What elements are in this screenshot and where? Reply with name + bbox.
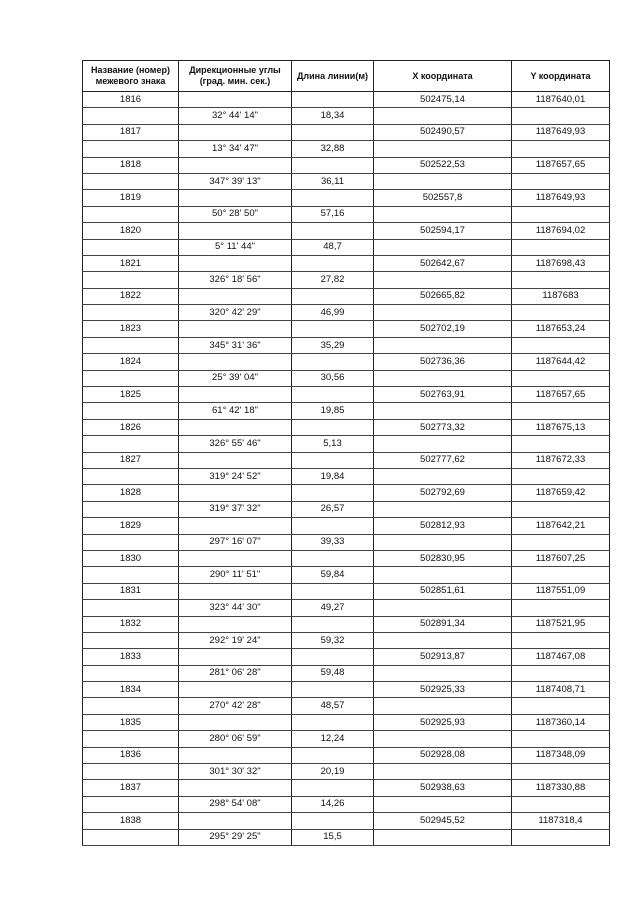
point-name: 1819	[83, 190, 179, 206]
point-row	[83, 616, 610, 632]
segment-angle: 280° 06' 59"	[179, 731, 292, 747]
point-x-coordinate: 502665,82	[374, 288, 512, 304]
empty-name-cell	[83, 436, 179, 452]
empty-y-cell	[512, 796, 610, 812]
segment-row	[83, 698, 610, 714]
empty-y-cell	[512, 206, 610, 222]
point-name: 1826	[83, 419, 179, 435]
empty-y-cell	[512, 534, 610, 550]
point-x-coordinate: 502792,69	[374, 485, 512, 501]
segment-row	[83, 272, 610, 288]
point-x-coordinate: 502928,08	[374, 747, 512, 763]
empty-x-cell	[374, 567, 512, 583]
point-x-coordinate: 502557,8	[374, 190, 512, 206]
segment-row	[83, 108, 610, 124]
point-row	[83, 419, 610, 435]
point-x-coordinate: 502702,19	[374, 321, 512, 337]
segment-length: 5,13	[292, 436, 374, 452]
segment-angle: 290° 11' 51"	[179, 567, 292, 583]
segment-length: 35,29	[292, 337, 374, 353]
empty-x-cell	[374, 534, 512, 550]
empty-x-cell	[374, 698, 512, 714]
empty-length-cell	[292, 157, 374, 173]
empty-y-cell	[512, 665, 610, 681]
empty-angle-cell	[179, 649, 292, 665]
point-name: 1831	[83, 583, 179, 599]
empty-angle-cell	[179, 714, 292, 730]
segment-row	[83, 829, 610, 845]
segment-angle: 345° 31' 36"	[179, 337, 292, 353]
point-y-coordinate: 1187644,42	[512, 354, 610, 370]
point-y-coordinate: 1187659,42	[512, 485, 610, 501]
point-row	[83, 223, 610, 239]
empty-angle-cell	[179, 190, 292, 206]
empty-angle-cell	[179, 157, 292, 173]
empty-y-cell	[512, 239, 610, 255]
empty-x-cell	[374, 665, 512, 681]
empty-x-cell	[374, 764, 512, 780]
segment-length: 26,57	[292, 501, 374, 517]
empty-name-cell	[83, 173, 179, 189]
segment-length: 57,16	[292, 206, 374, 222]
empty-y-cell	[512, 764, 610, 780]
point-row	[83, 157, 610, 173]
empty-x-cell	[374, 436, 512, 452]
point-row	[83, 452, 610, 468]
header-x: X координата	[374, 61, 512, 92]
segment-row	[83, 370, 610, 386]
empty-x-cell	[374, 337, 512, 353]
segment-angle: 61° 42' 18"	[179, 403, 292, 419]
empty-length-cell	[292, 255, 374, 271]
point-y-coordinate: 1187318,4	[512, 813, 610, 829]
point-y-coordinate: 1187649,93	[512, 124, 610, 140]
empty-angle-cell	[179, 354, 292, 370]
segment-length: 59,48	[292, 665, 374, 681]
empty-angle-cell	[179, 485, 292, 501]
point-name: 1821	[83, 255, 179, 271]
boundary-coordinates-table	[82, 60, 610, 846]
point-x-coordinate: 502594,17	[374, 223, 512, 239]
empty-angle-cell	[179, 452, 292, 468]
empty-length-cell	[292, 419, 374, 435]
point-y-coordinate: 1187672,33	[512, 452, 610, 468]
empty-x-cell	[374, 206, 512, 222]
segment-length: 14,26	[292, 796, 374, 812]
segment-angle: 295° 29' 25"	[179, 829, 292, 845]
empty-length-cell	[292, 649, 374, 665]
point-name: 1827	[83, 452, 179, 468]
point-row	[83, 714, 610, 730]
segment-row	[83, 239, 610, 255]
empty-x-cell	[374, 600, 512, 616]
empty-angle-cell	[179, 780, 292, 796]
point-name: 1838	[83, 813, 179, 829]
segment-angle: 297° 16' 07"	[179, 534, 292, 550]
empty-length-cell	[292, 354, 374, 370]
segment-length: 19,85	[292, 403, 374, 419]
segment-row	[83, 567, 610, 583]
empty-name-cell	[83, 239, 179, 255]
empty-y-cell	[512, 600, 610, 616]
point-y-coordinate: 1187551,09	[512, 583, 610, 599]
segment-length: 20,19	[292, 764, 374, 780]
empty-name-cell	[83, 534, 179, 550]
empty-name-cell	[83, 305, 179, 321]
empty-x-cell	[374, 632, 512, 648]
point-row	[83, 288, 610, 304]
point-y-coordinate: 1187521,95	[512, 616, 610, 632]
point-row	[83, 387, 610, 403]
empty-length-cell	[292, 813, 374, 829]
empty-length-cell	[292, 288, 374, 304]
segment-length: 18,34	[292, 108, 374, 124]
empty-x-cell	[374, 468, 512, 484]
point-x-coordinate: 502891,34	[374, 616, 512, 632]
empty-name-cell	[83, 764, 179, 780]
empty-name-cell	[83, 370, 179, 386]
point-x-coordinate: 502777,62	[374, 452, 512, 468]
empty-name-cell	[83, 731, 179, 747]
segment-row	[83, 173, 610, 189]
header-name: Название (номер) межевого знака	[83, 61, 179, 92]
empty-x-cell	[374, 272, 512, 288]
empty-angle-cell	[179, 813, 292, 829]
empty-length-cell	[292, 190, 374, 206]
segment-row	[83, 534, 610, 550]
empty-name-cell	[83, 829, 179, 845]
segment-length: 15,5	[292, 829, 374, 845]
empty-angle-cell	[179, 92, 292, 108]
point-row	[83, 124, 610, 140]
empty-name-cell	[83, 698, 179, 714]
segment-angle: 292° 19' 24"	[179, 632, 292, 648]
point-y-coordinate: 1187683	[512, 288, 610, 304]
point-row	[83, 550, 610, 566]
empty-length-cell	[292, 682, 374, 698]
empty-length-cell	[292, 518, 374, 534]
segment-row	[83, 206, 610, 222]
segment-row	[83, 501, 610, 517]
segment-row	[83, 337, 610, 353]
empty-length-cell	[292, 780, 374, 796]
point-y-coordinate: 1187640,01	[512, 92, 610, 108]
empty-length-cell	[292, 124, 374, 140]
point-name: 1818	[83, 157, 179, 173]
point-x-coordinate: 502490,57	[374, 124, 512, 140]
point-row	[83, 813, 610, 829]
empty-y-cell	[512, 403, 610, 419]
header-angle: Дирекционные углы (град. мин. сек.)	[179, 61, 292, 92]
point-name: 1817	[83, 124, 179, 140]
point-x-coordinate: 502925,33	[374, 682, 512, 698]
segment-angle: 320° 42' 29"	[179, 305, 292, 321]
segment-row	[83, 436, 610, 452]
header-row	[83, 61, 610, 92]
empty-angle-cell	[179, 255, 292, 271]
point-name: 1823	[83, 321, 179, 337]
empty-name-cell	[83, 206, 179, 222]
point-name: 1835	[83, 714, 179, 730]
point-name: 1833	[83, 649, 179, 665]
empty-name-cell	[83, 141, 179, 157]
empty-length-cell	[292, 387, 374, 403]
point-x-coordinate: 502925,93	[374, 714, 512, 730]
segment-row	[83, 468, 610, 484]
segment-row	[83, 305, 610, 321]
empty-name-cell	[83, 501, 179, 517]
empty-name-cell	[83, 272, 179, 288]
empty-name-cell	[83, 108, 179, 124]
point-name: 1822	[83, 288, 179, 304]
point-x-coordinate: 502773,32	[374, 419, 512, 435]
empty-angle-cell	[179, 616, 292, 632]
segment-row	[83, 764, 610, 780]
segment-row	[83, 665, 610, 681]
empty-y-cell	[512, 567, 610, 583]
point-x-coordinate: 502945,52	[374, 813, 512, 829]
point-y-coordinate: 1187698,43	[512, 255, 610, 271]
empty-name-cell	[83, 403, 179, 419]
point-y-coordinate: 1187649,93	[512, 190, 610, 206]
empty-y-cell	[512, 370, 610, 386]
point-y-coordinate: 1187348,09	[512, 747, 610, 763]
point-name: 1837	[83, 780, 179, 796]
point-y-coordinate: 1187467,08	[512, 649, 610, 665]
empty-x-cell	[374, 305, 512, 321]
point-y-coordinate: 1187694,02	[512, 223, 610, 239]
empty-y-cell	[512, 305, 610, 321]
point-name: 1832	[83, 616, 179, 632]
point-y-coordinate: 1187607,25	[512, 550, 610, 566]
empty-angle-cell	[179, 419, 292, 435]
empty-name-cell	[83, 632, 179, 648]
empty-length-cell	[292, 321, 374, 337]
empty-name-cell	[83, 468, 179, 484]
segment-length: 59,32	[292, 632, 374, 648]
point-row	[83, 649, 610, 665]
empty-angle-cell	[179, 518, 292, 534]
segment-row	[83, 731, 610, 747]
segment-length: 30,56	[292, 370, 374, 386]
point-row	[83, 485, 610, 501]
point-x-coordinate: 502522,53	[374, 157, 512, 173]
point-name: 1820	[83, 223, 179, 239]
segment-angle: 13° 34' 47"	[179, 141, 292, 157]
point-row	[83, 321, 610, 337]
empty-angle-cell	[179, 223, 292, 239]
point-row	[83, 518, 610, 534]
empty-y-cell	[512, 501, 610, 517]
point-row	[83, 190, 610, 206]
empty-angle-cell	[179, 682, 292, 698]
point-x-coordinate: 502642,67	[374, 255, 512, 271]
empty-length-cell	[292, 452, 374, 468]
empty-length-cell	[292, 714, 374, 730]
segment-angle: 319° 24' 52"	[179, 468, 292, 484]
point-name: 1824	[83, 354, 179, 370]
segment-length: 39,33	[292, 534, 374, 550]
empty-angle-cell	[179, 550, 292, 566]
empty-x-cell	[374, 141, 512, 157]
empty-length-cell	[292, 223, 374, 239]
empty-name-cell	[83, 600, 179, 616]
point-name: 1816	[83, 92, 179, 108]
segment-angle: 298° 54' 08"	[179, 796, 292, 812]
point-row	[83, 255, 610, 271]
segment-angle: 326° 55' 46"	[179, 436, 292, 452]
empty-length-cell	[292, 583, 374, 599]
segment-length: 59,84	[292, 567, 374, 583]
segment-row	[83, 600, 610, 616]
point-row	[83, 583, 610, 599]
point-x-coordinate: 502475,14	[374, 92, 512, 108]
point-x-coordinate: 502763,91	[374, 387, 512, 403]
segment-length: 36,11	[292, 173, 374, 189]
empty-x-cell	[374, 108, 512, 124]
point-y-coordinate: 1187330,88	[512, 780, 610, 796]
empty-y-cell	[512, 468, 610, 484]
empty-angle-cell	[179, 583, 292, 599]
segment-row	[83, 796, 610, 812]
segment-angle: 323° 44' 30"	[179, 600, 292, 616]
point-row	[83, 682, 610, 698]
point-row	[83, 92, 610, 108]
segment-angle: 319° 37' 32"	[179, 501, 292, 517]
point-row	[83, 354, 610, 370]
segment-angle: 281° 06' 28"	[179, 665, 292, 681]
header-y: Y координата	[512, 61, 610, 92]
point-name: 1836	[83, 747, 179, 763]
point-name: 1828	[83, 485, 179, 501]
empty-y-cell	[512, 698, 610, 714]
empty-y-cell	[512, 337, 610, 353]
segment-length: 12,24	[292, 731, 374, 747]
empty-y-cell	[512, 108, 610, 124]
empty-angle-cell	[179, 321, 292, 337]
empty-y-cell	[512, 141, 610, 157]
empty-x-cell	[374, 403, 512, 419]
empty-name-cell	[83, 665, 179, 681]
point-x-coordinate: 502736,36	[374, 354, 512, 370]
segment-row	[83, 403, 610, 419]
point-y-coordinate: 1187657,65	[512, 387, 610, 403]
point-x-coordinate: 502830,95	[374, 550, 512, 566]
point-x-coordinate: 502938,63	[374, 780, 512, 796]
segment-angle: 270° 42' 28"	[179, 698, 292, 714]
point-row	[83, 747, 610, 763]
boundary-coordinates-sheet	[82, 60, 609, 866]
empty-name-cell	[83, 337, 179, 353]
empty-x-cell	[374, 796, 512, 812]
segment-angle: 50° 28' 50"	[179, 206, 292, 222]
empty-y-cell	[512, 173, 610, 189]
empty-y-cell	[512, 272, 610, 288]
point-y-coordinate: 1187408,71	[512, 682, 610, 698]
segment-row	[83, 632, 610, 648]
segment-angle: 32° 44' 14"	[179, 108, 292, 124]
segment-length: 32,88	[292, 141, 374, 157]
point-y-coordinate: 1187653,24	[512, 321, 610, 337]
empty-x-cell	[374, 173, 512, 189]
empty-name-cell	[83, 567, 179, 583]
empty-angle-cell	[179, 747, 292, 763]
empty-length-cell	[292, 550, 374, 566]
empty-length-cell	[292, 616, 374, 632]
segment-length: 48,7	[292, 239, 374, 255]
empty-y-cell	[512, 436, 610, 452]
empty-x-cell	[374, 501, 512, 517]
point-name: 1829	[83, 518, 179, 534]
point-y-coordinate: 1187360,14	[512, 714, 610, 730]
empty-length-cell	[292, 747, 374, 763]
point-y-coordinate: 1187675,13	[512, 419, 610, 435]
empty-angle-cell	[179, 288, 292, 304]
segment-angle: 347° 39' 13"	[179, 173, 292, 189]
table-body	[83, 92, 610, 846]
segment-angle: 25° 39' 04"	[179, 370, 292, 386]
empty-y-cell	[512, 632, 610, 648]
empty-length-cell	[292, 485, 374, 501]
segment-length: 27,82	[292, 272, 374, 288]
point-x-coordinate: 502812,93	[374, 518, 512, 534]
segment-length: 19,84	[292, 468, 374, 484]
point-name: 1825	[83, 387, 179, 403]
point-x-coordinate: 502851,61	[374, 583, 512, 599]
segment-angle: 326° 18' 56"	[179, 272, 292, 288]
segment-row	[83, 141, 610, 157]
segment-angle: 301° 30' 32"	[179, 764, 292, 780]
point-name: 1830	[83, 550, 179, 566]
point-row	[83, 780, 610, 796]
empty-x-cell	[374, 370, 512, 386]
point-y-coordinate: 1187642,21	[512, 518, 610, 534]
empty-name-cell	[83, 796, 179, 812]
empty-length-cell	[292, 92, 374, 108]
empty-angle-cell	[179, 387, 292, 403]
empty-x-cell	[374, 829, 512, 845]
segment-length: 46,99	[292, 305, 374, 321]
segment-length: 48,57	[292, 698, 374, 714]
empty-y-cell	[512, 731, 610, 747]
header-length: Длина линии(м)	[292, 61, 374, 92]
point-name: 1834	[83, 682, 179, 698]
empty-y-cell	[512, 829, 610, 845]
segment-angle: 5° 11' 44"	[179, 239, 292, 255]
point-y-coordinate: 1187657,65	[512, 157, 610, 173]
empty-angle-cell	[179, 124, 292, 140]
empty-x-cell	[374, 731, 512, 747]
empty-x-cell	[374, 239, 512, 255]
segment-length: 49,27	[292, 600, 374, 616]
point-x-coordinate: 502913,87	[374, 649, 512, 665]
